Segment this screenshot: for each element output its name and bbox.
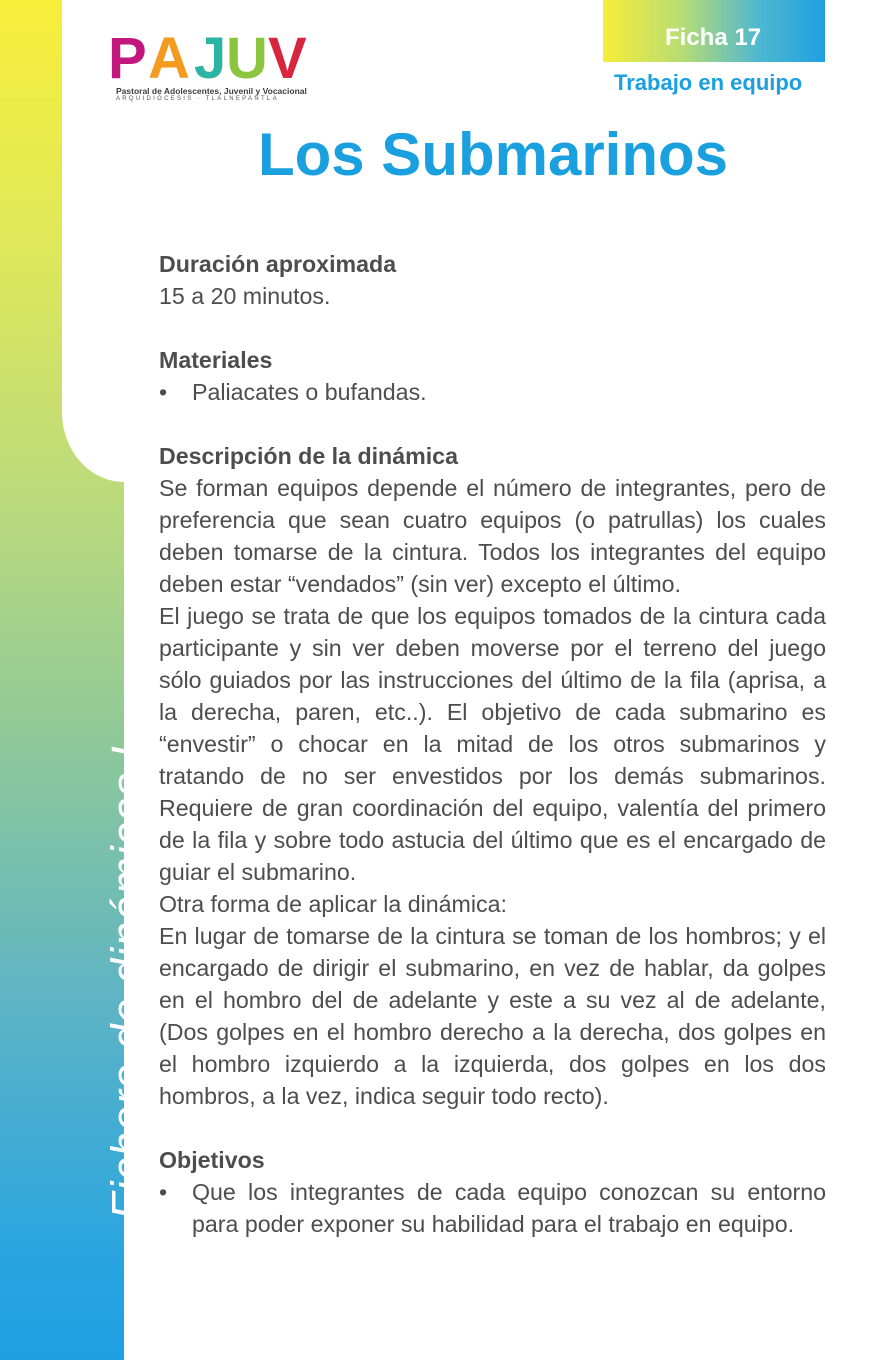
description-heading: Descripción de la dinámica bbox=[159, 443, 458, 469]
svg-text:J: J bbox=[194, 28, 227, 86]
materials-heading: Materiales bbox=[159, 347, 273, 373]
side-label: Fichero de dinámicas I bbox=[102, 745, 153, 1220]
content bbox=[159, 248, 826, 1240]
duration-heading: Duración aproximada bbox=[159, 251, 397, 277]
svg-text:A: A bbox=[148, 28, 190, 86]
svg-text:V: V bbox=[268, 28, 307, 86]
bullet-icon: • bbox=[159, 379, 168, 405]
bullet-icon: • bbox=[159, 1179, 168, 1205]
svg-text:U: U bbox=[226, 28, 268, 86]
logo-lettering-icon bbox=[108, 28, 318, 86]
objectives-heading: Objetivos bbox=[159, 1147, 265, 1173]
materials-item: • Paliacates o bufandas. bbox=[159, 376, 826, 408]
description-paragraph: El juego se trata de que los equipos tomados de la cintura cada participante y sin ver deben moverse por el terreno del juego sólo guiados por las instrucciones del último de la fila (aprisa, a la derecha, paren, etc..). El objetivo de cada submarino es “envestir” o chocar en la mitad de los otros submarinos y tratando de no ser envestidos por los demás submarinos. Requiere de gran coordinación del equipo, valentía del primero de la fila y sobre todo astucia del último que es el encargado de guiar el submarino. bbox=[159, 603, 826, 885]
svg-text:P: P bbox=[108, 28, 147, 86]
logo-subtitle-2: ARQUIDIÓCESIS · TLALNEPANTLA bbox=[116, 96, 279, 102]
objectives-item: • Que los integrantes de cada equipo conozcan su entorno para poder exponer su habilidad para el trabajo en equipo. bbox=[159, 1176, 826, 1240]
logo-subtitle: Pastoral de Adolescentes, Juvenil y Vocacional bbox=[116, 86, 307, 96]
duration-text: 15 a 20 minutos. bbox=[159, 283, 331, 309]
description-paragraph: En lugar de tomarse de la cintura se toman de los hombros; y el encargado de dirigir el submarino, en vez de hablar, da golpes en el hombro del de adelante y este a su vez al de adelante, (Dos golpes en el hombro derecho a la derecha, dos golpes en el hombro izquierdo a la izquierda, dos golpes en los dos hombros, a la vez, indica seguir todo recto). bbox=[159, 923, 826, 1109]
tab-label: Ficha 17 bbox=[665, 24, 762, 51]
description-paragraph: Se forman equipos depende el número de integrantes, pero de preferencia que sean cuatro equipos (o patrullas) los cuales deben tomarse de la cintura. Todos los integrantes del equipo deben estar “vendados” (sin ver) excepto el último. bbox=[159, 475, 826, 597]
page-title: Los Submarinos bbox=[257, 121, 729, 188]
description-paragraph: Otra forma de aplicar la dinámica: bbox=[159, 891, 507, 917]
category-label: Trabajo en equipo bbox=[614, 70, 803, 95]
